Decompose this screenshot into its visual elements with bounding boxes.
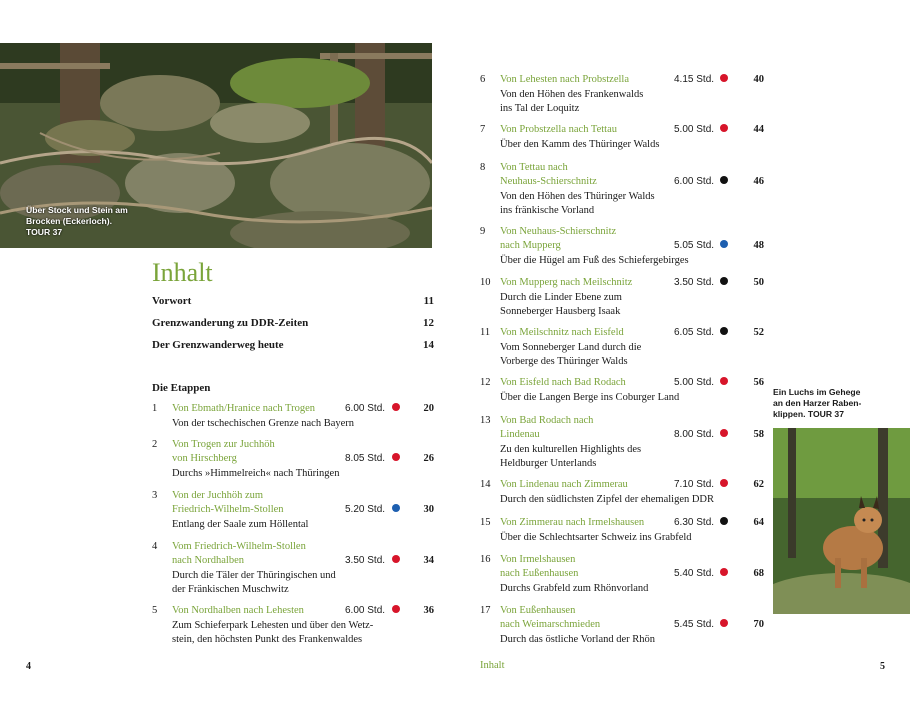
entry-label: Grenzwanderung zu DDR-Zeiten <box>152 317 309 329</box>
etappe-title: Von Nordhalben nach Lehesten <box>172 605 304 616</box>
difficulty-dot-icon <box>392 453 400 461</box>
etappe-description: Über die Hügel am Fuß des Schiefergebirges <box>500 255 689 266</box>
etappe-description: Über den Kamm des Thüringer Walds <box>500 139 660 150</box>
etappe-page: 70 <box>753 619 764 630</box>
etappe-page: 26 <box>423 453 434 464</box>
etappe-time: 5.00 Std. <box>674 377 715 388</box>
etappe-title: Von Eußenhausen nach Weimarschmieden <box>500 605 601 630</box>
etappe-description: Von der tschechischen Grenze nach Bayern <box>172 418 355 429</box>
difficulty-dot-icon <box>720 327 728 335</box>
etappe-title: Von Bad Rodach nach Lindenau <box>500 415 594 440</box>
difficulty-dot-icon <box>720 568 728 576</box>
difficulty-dot-icon <box>720 517 728 525</box>
lynx-photo-caption: Ein Luchs im Gehege an den Harzer Raben- klippen. TOUR 37 <box>773 387 862 419</box>
etappe-page: 56 <box>753 377 764 388</box>
etappe-number: 10 <box>480 277 491 288</box>
difficulty-dot-icon <box>720 240 728 248</box>
top-photo-caption: Über Stock und Stein am Brocken (Eckerloch). TOUR 37 <box>26 205 128 237</box>
right-page-number: 5 <box>880 661 885 672</box>
etappe-page: 52 <box>753 327 764 338</box>
etappe-time: 8.00 Std. <box>674 429 715 440</box>
etappe-number: 16 <box>480 554 491 565</box>
etappe-time: 6.30 Std. <box>674 517 715 528</box>
etappe-time: 5.00 Std. <box>674 124 715 135</box>
etappe-page: 68 <box>753 568 764 579</box>
toc-entry-grenzwanderweg[interactable] <box>152 339 434 351</box>
difficulty-dot-icon <box>720 429 728 437</box>
entry-page: 11 <box>423 295 434 307</box>
etappe-time: 6.00 Std. <box>345 403 386 414</box>
etappe-time: 6.05 Std. <box>674 327 715 338</box>
etappe-number: 3 <box>152 490 158 501</box>
etappe-time: 5.45 Std. <box>674 619 715 630</box>
etappe-description: Von den Höhen des Thüringer Walds ins fränkische Vorland <box>500 191 655 216</box>
etappe-description: Durchs Grabfeld zum Rhönvorland <box>500 583 649 594</box>
etappe-description: Durch den südlichsten Zipfel der ehemaligen DDR <box>500 494 715 505</box>
etappe-number: 13 <box>480 415 491 426</box>
etappe-number: 17 <box>480 605 491 616</box>
etappe-number: 2 <box>152 439 158 450</box>
etappe-title: Von Tettau nach Neuhaus-Schierschnitz <box>500 162 597 187</box>
entry-label: Vorwort <box>152 295 192 307</box>
etappe-page: 30 <box>423 504 434 515</box>
etappe-page: 50 <box>753 277 764 288</box>
etappe-time: 5.20 Std. <box>345 504 386 515</box>
etappe-description: Über die Schlechtsarter Schweiz ins Grabfeld <box>500 532 692 543</box>
etappe-title: Von Zimmerau nach Irmelshausen <box>500 517 645 528</box>
etappe-title: Von der Juchhöh zum Friedrich-Wilhelm-Stollen <box>172 490 284 515</box>
difficulty-dot-icon <box>720 479 728 487</box>
etappe-title: Von Trogen zur Juchhöh von Hirschberg <box>172 439 275 464</box>
etappe-page: 46 <box>753 176 764 187</box>
difficulty-dot-icon <box>392 504 400 512</box>
etappe-number: 4 <box>152 541 158 552</box>
etappe-number: 7 <box>480 124 486 135</box>
etappe-title: Von Meilschnitz nach Eisfeld <box>500 327 624 338</box>
etappe-page: 44 <box>753 124 764 135</box>
toc-entry-grenzwanderung[interactable] <box>152 317 434 329</box>
etappe-page: 64 <box>753 517 764 528</box>
etappe-description: Durch die Linder Ebene zum Sonneberger Hausberg Isaak <box>500 292 622 317</box>
etappe-number: 1 <box>152 403 158 414</box>
left-page-number: 4 <box>26 661 31 672</box>
etappe-number: 6 <box>480 74 486 85</box>
etappe-description: Durchs »Himmelreich« nach Thüringen <box>172 468 340 479</box>
etappe-number: 9 <box>480 226 486 237</box>
etappe-page: 20 <box>423 403 434 414</box>
difficulty-dot-icon <box>392 605 400 613</box>
running-head: Inhalt <box>480 660 505 671</box>
etappe-description: Zum Schieferpark Lehesten und über den Wetz- stein, den höchsten Punkt des Frankenwaldes <box>172 620 374 645</box>
etappe-description: Vom Sonneberger Land durch die Vorberge des Thüringer Walds <box>500 342 642 367</box>
etappe-page: 40 <box>753 74 764 85</box>
etappe-description: Durch das östliche Vorland der Rhön <box>500 634 656 645</box>
etappe-description: Entlang der Saale zum Höllental <box>172 519 309 530</box>
etappe-description: Von den Höhen des Frankenwalds ins Tal der Loquitz <box>500 89 644 114</box>
entry-label: Der Grenzwanderweg heute <box>152 339 284 351</box>
etappe-title: Vom Friedrich-Wilhelm-Stollen nach Nordhalben <box>172 541 306 566</box>
etappe-time: 8.05 Std. <box>345 453 386 464</box>
difficulty-dot-icon <box>392 403 400 411</box>
lynx-photo <box>773 428 910 614</box>
etappe-page: 58 <box>753 429 764 440</box>
etappe-time: 3.50 Std. <box>345 555 386 566</box>
etappe-time: 7.10 Std. <box>674 479 715 490</box>
etappe-time: 6.00 Std. <box>345 605 386 616</box>
etappe-time: 6.00 Std. <box>674 176 715 187</box>
etappe-title: Von Ebmath/Hranice nach Trogen <box>172 403 315 414</box>
etappe-number: 11 <box>480 327 491 338</box>
difficulty-dot-icon <box>720 74 728 82</box>
difficulty-dot-icon <box>720 176 728 184</box>
etappe-description: Über die Langen Berge ins Coburger Land <box>500 392 680 403</box>
etappe-title: Von Irmelshausen nach Eußenhausen <box>500 554 579 579</box>
etappe-time: 4.15 Std. <box>674 74 715 85</box>
etappe-time: 5.40 Std. <box>674 568 715 579</box>
etappe-description: Zu den kulturellen Highlights des Heldburger Unterlands <box>500 444 642 469</box>
etappe-page: 62 <box>753 479 764 490</box>
etappe-number: 15 <box>480 517 491 528</box>
etappe-title: Von Lehesten nach Probstzella <box>500 74 629 85</box>
etappe-title: Von Mupperg nach Meilschnitz <box>500 277 633 288</box>
toc-title: Inhalt <box>152 258 213 287</box>
entry-page: 12 <box>423 317 434 329</box>
etappe-title: Von Lindenau nach Zimmerau <box>500 479 628 490</box>
etappe-time: 5.05 Std. <box>674 240 715 251</box>
etappe-page: 34 <box>423 555 434 566</box>
etappe-page: 48 <box>753 240 764 251</box>
section-heading: Die Etappen <box>152 382 211 394</box>
etappe-page: 36 <box>423 605 434 616</box>
etappe-number: 5 <box>152 605 158 616</box>
etappe-title: Von Probstzella nach Tettau <box>500 124 617 135</box>
etappe-title: Von Eisfeld nach Bad Rodach <box>500 377 626 388</box>
etappe-number: 14 <box>480 479 491 490</box>
difficulty-dot-icon <box>392 555 400 563</box>
difficulty-dot-icon <box>720 277 728 285</box>
toc-entry-vorwort[interactable] <box>152 295 434 307</box>
difficulty-dot-icon <box>720 124 728 132</box>
etappe-time: 3.50 Std. <box>674 277 715 288</box>
etappe-description: Durch die Täler der Thüringischen und der Fränkischen Muschwitz <box>172 570 336 595</box>
etappe-title: Von Neuhaus-Schierschnitz nach Mupperg <box>500 226 617 251</box>
etappe-number: 8 <box>480 162 486 173</box>
difficulty-dot-icon <box>720 377 728 385</box>
entry-page: 14 <box>423 339 434 351</box>
difficulty-dot-icon <box>720 619 728 627</box>
etappe-number: 12 <box>480 377 491 388</box>
